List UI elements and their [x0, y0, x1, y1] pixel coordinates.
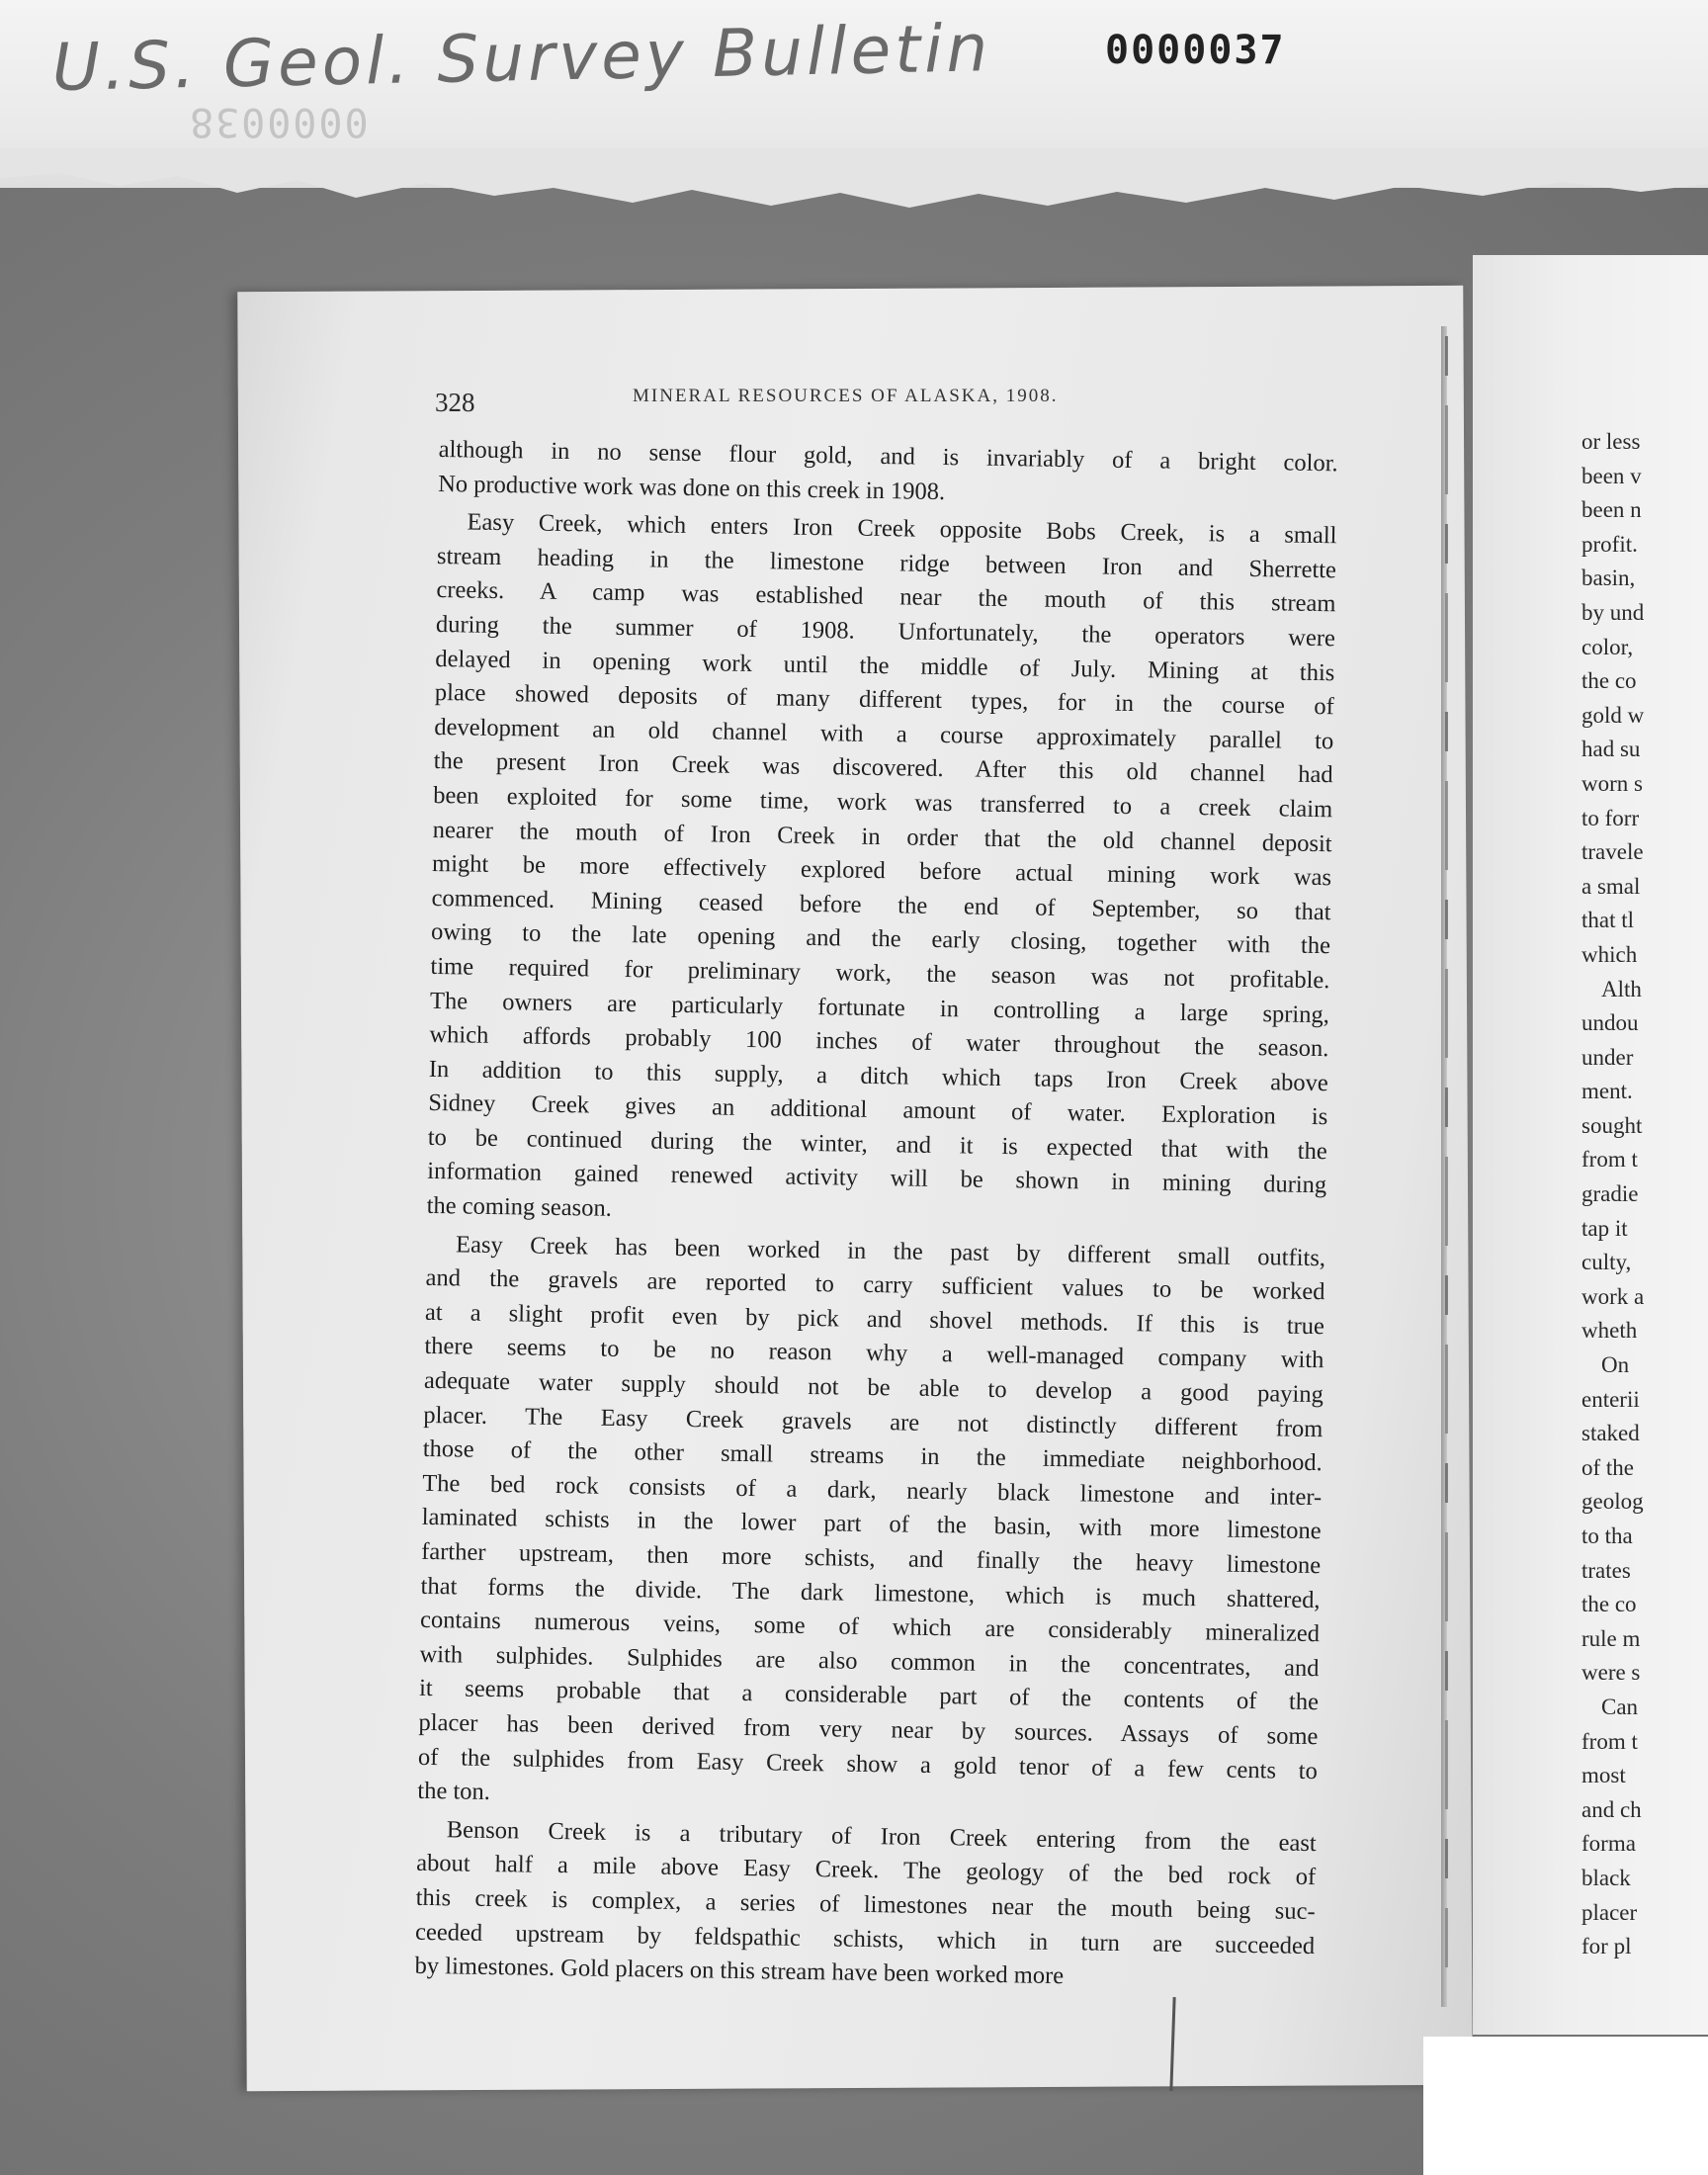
facing-text-line: profit.	[1581, 531, 1638, 557]
text-line: adequate water supply should not be able to develop a good paying	[423, 1366, 1324, 1409]
facing-text-line: travele	[1581, 839, 1644, 865]
facing-page-text	[1581, 425, 1708, 1964]
text-line: there seems to be no reason why a well-managed company with	[424, 1333, 1324, 1374]
paragraph	[426, 505, 1336, 1238]
facing-text-line: work a	[1581, 1283, 1645, 1309]
mirrored-stamp-number: 0000038	[188, 99, 369, 144]
facing-text-line: ment.	[1581, 1079, 1633, 1104]
text-line: The owners are particularly fortunate in controlling a large spring,	[429, 987, 1330, 1028]
facing-text-line: from t	[1581, 1147, 1638, 1173]
facing-text-line: staked	[1581, 1421, 1640, 1446]
text-line: In addition to this supply, a ditch which taps Iron Creek above	[428, 1055, 1328, 1096]
facing-text-line: from t	[1581, 1728, 1638, 1754]
text-line: to be continued during the winter, and it is expected that with the	[427, 1123, 1327, 1166]
facing-text-line: which	[1581, 941, 1638, 967]
text-line: although in no sense flour gold, and is invariably of a bright color.	[438, 435, 1338, 478]
text-line: stream heading in the limestone ridge between Iron and Sherrette	[436, 542, 1337, 584]
facing-text-line: sought	[1581, 1112, 1643, 1138]
text-line: and the gravels are reported to carry sufficient values to be worked	[425, 1264, 1325, 1306]
text-line: Easy Creek has been worked in the past by different small outfits,	[455, 1231, 1326, 1271]
page-crease-line	[1445, 336, 1448, 1967]
text-line: with sulphides. Sulphides are also common in the concentrates, and	[419, 1640, 1320, 1682]
facing-text-line: been n	[1581, 497, 1642, 523]
stamp-number: 0000037	[1105, 28, 1286, 73]
text-line: at a slight profit even by pick and shovel methods. If this is true	[424, 1298, 1325, 1341]
text-line: Easy Creek, which enters Iron Creek opposite Bobs Creek, is a small	[467, 508, 1337, 550]
facing-text-line: the co	[1581, 668, 1637, 694]
text-line: commenced. Mining ceased before the end of September, so that	[431, 884, 1331, 925]
text-line: nearer the mouth of Iron Creek in order that the old channel deposit	[432, 816, 1332, 857]
text-line: during the summer of 1908. Unfortunately, the operators were	[435, 610, 1336, 652]
facing-text-line: to tha	[1581, 1523, 1633, 1548]
text-line: which affords probably 100 inches of water throughout the season.	[429, 1021, 1329, 1063]
body-text	[414, 433, 1338, 1998]
facing-text-line: enterii	[1581, 1386, 1640, 1412]
page-number: 328	[435, 388, 475, 417]
text-line: farther upstream, then more schists, and finally the heavy limestone	[421, 1537, 1322, 1580]
facing-text-line: under	[1581, 1044, 1634, 1070]
facing-text-line: had su	[1581, 737, 1641, 762]
facing-text-line: On	[1601, 1352, 1630, 1378]
facing-text-line: were s	[1581, 1660, 1641, 1686]
facing-text-line: Alth	[1601, 976, 1642, 1001]
text-line: this creek is complex, a series of limestones near the mouth being suc-	[415, 1883, 1316, 1926]
facing-text-line: most	[1581, 1763, 1626, 1788]
text-line: the coming season.	[426, 1191, 613, 1222]
facing-text-line: worn s	[1581, 770, 1643, 796]
text-line: laminated schists in the lower part of the basin, with more limestone	[421, 1504, 1322, 1545]
text-line: placer. The Easy Creek gravels are not distinctly different from	[423, 1401, 1324, 1442]
text-line: time required for preliminary work, the season was not profitable.	[430, 952, 1330, 995]
paragraph	[417, 1228, 1325, 1823]
text-line: the ton.	[417, 1777, 491, 1806]
torn-paper-edge	[0, 148, 1708, 227]
text-line: about half a mile above Easy Creek. The geology of the bed rock of	[416, 1850, 1317, 1891]
text-line: place showed deposits of many different types, for in the course of	[434, 679, 1334, 721]
facing-text-line: of the	[1581, 1454, 1635, 1480]
handwritten-title: U.S. Geol. Survey Bulletin	[51, 10, 992, 106]
facing-text-line: gradie	[1581, 1181, 1639, 1207]
facing-text-line: a smal	[1581, 873, 1641, 899]
text-line: information gained renewed activity will be shown in mining during	[427, 1158, 1327, 1199]
text-line: delayed in opening work until the middle of July. Mining at this	[435, 645, 1335, 686]
text-line: it seems probable that a considerable part of the contents of the	[418, 1675, 1320, 1716]
facing-text-line: gold w	[1581, 702, 1645, 728]
facing-text-line: color,	[1581, 634, 1634, 659]
text-line: of the sulphides from Easy Creek show a gold tenor of a few cents to	[417, 1743, 1319, 1784]
text-line: been exploited for some time, work was transferred to a creek claim	[433, 781, 1333, 824]
text-line: Sidney Creek gives an additional amount of water. Exploration is	[428, 1089, 1328, 1131]
facing-text-line: for pl	[1581, 1934, 1632, 1959]
text-line: might be more effectively explored before actual mining work was	[431, 850, 1332, 892]
facing-text-line: basin,	[1581, 566, 1636, 591]
text-line: ceeded upstream by feldspathic schists, which in turn are succeeded	[414, 1918, 1316, 1959]
bottom-right-margin	[1423, 2037, 1708, 2175]
text-line: Benson Creek is a tributary of Iron Creek entering from the east	[446, 1816, 1317, 1857]
text-line: No productive work was done on this creek in 1908.	[437, 470, 946, 505]
facing-text-line: placer	[1581, 1899, 1638, 1925]
facing-text-line: to forr	[1581, 805, 1640, 830]
text-line: by limestones. Gold placers on this stream have been worked more	[414, 1952, 1065, 1990]
facing-text-line: been v	[1581, 463, 1642, 488]
facing-text-line: Can	[1601, 1694, 1639, 1719]
text-line: creeks. A camp was established near the mouth of this stream	[436, 576, 1336, 618]
facing-text-line: geolog	[1581, 1489, 1644, 1515]
paragraph	[414, 1813, 1317, 1998]
text-line: The bed rock consists of a dark, nearly black limestone and inter-	[422, 1469, 1323, 1511]
facing-text-line: rule m	[1581, 1625, 1641, 1651]
text-line: contains numerous veins, some of which are considerably mineralized	[419, 1607, 1321, 1648]
text-line: the present Iron Creek was discovered. After this old channel had	[433, 747, 1333, 789]
facing-text-line: the co	[1581, 1592, 1637, 1617]
facing-text-line: or less	[1581, 429, 1641, 454]
running-head: MINERAL RESOURCES OF ALASKA, 1908.	[633, 386, 1059, 406]
text-line: those of the other small streams in the immediate neighborhood.	[422, 1436, 1323, 1477]
text-line: that forms the divide. The dark limestone, which is much shattered,	[420, 1572, 1321, 1613]
facing-text-line: trates	[1581, 1557, 1631, 1583]
text-line: owing to the late opening and the early closing, together with the	[430, 918, 1331, 960]
facing-text-line: undou	[1581, 1010, 1639, 1036]
facing-text-line: culty,	[1581, 1250, 1632, 1275]
facing-text-line: wheth	[1581, 1318, 1638, 1344]
paragraph	[438, 433, 1338, 515]
facing-text-line: black	[1581, 1865, 1631, 1890]
text-line: development an old channel with a course approximately parallel to	[434, 713, 1334, 755]
facing-text-line: tap it	[1581, 1215, 1628, 1241]
facing-text-line: forma	[1581, 1831, 1636, 1857]
text-line: placer has been derived from very near by sources. Assays of some	[418, 1708, 1319, 1751]
facing-text-line: and ch	[1581, 1796, 1642, 1822]
facing-text-line: that tl	[1581, 908, 1635, 933]
facing-text-line: by und	[1581, 599, 1645, 625]
